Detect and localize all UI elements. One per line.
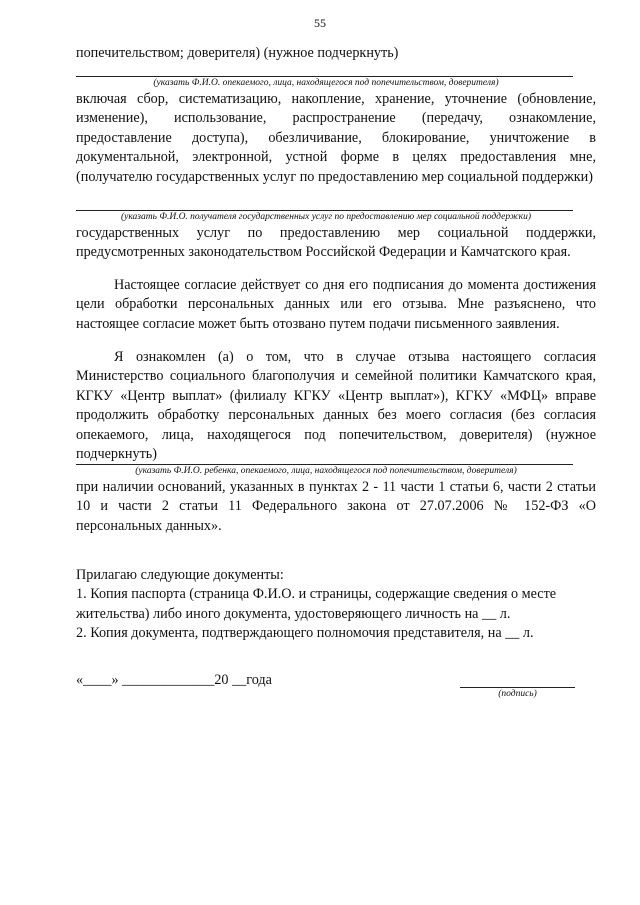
paragraph-services-text: государственных услуг по предоставлению мер социальной поддержки, предусмотренных законодательством Российской Федерации и Камчатского края. bbox=[76, 225, 596, 261]
date-line: «____» _____________20 __года bbox=[76, 672, 272, 688]
text-line-guardianship: попечительством; доверителя) (нужное подчеркнуть) bbox=[76, 45, 399, 61]
underline-3 bbox=[76, 464, 573, 465]
paragraph-consent-validity bbox=[76, 276, 596, 334]
attachments-section bbox=[76, 566, 596, 644]
attachments-title: Прилагаю следующие документы: bbox=[76, 567, 284, 583]
hint-child-name: (указать Ф.И.О. ребенка, опекаемого, лица, находящегося под попечительством, доверителя) bbox=[135, 466, 517, 476]
paragraph-revocation-text: Я ознакомлен (а) о том, что в случае отзыва настоящего согласия Министерство социального благополучия и семейной политики Камчатского края, КГКУ «Центр выплат» (филиалу КГКУ «Центр выплат»), КГКУ «МФЦ» вправе продолжить обработку персональных данных без моего согласия (без согласия опекаемого, лица, находящегося под попечительством, доверителя) (нужное подчеркнуть) bbox=[76, 349, 596, 463]
paragraph-processing-text: включая сбор, систематизацию, накопление, хранение, уточнение (обновление, изменение), использование, распространение (передачу, ознакомление, предоставление доступа), обезличивание, блокирование, уничтожение в документальной, электронной, устной форме в целях предоставления мне, (получателю государственных услуг по предоставлению мер социальной поддержки) bbox=[76, 91, 596, 185]
paragraph-services bbox=[76, 224, 596, 263]
paragraph-revocation bbox=[76, 348, 596, 464]
paragraph-processing bbox=[76, 90, 596, 187]
paragraph-legal-basis-text: при наличии оснований, указанных в пунктах 2 - 11 части 1 статьи 6, части 2 статьи 10 и части 2 статьи 11 Федерального закона от 27.07.2006 № 152-ФЗ «О персональных данных». bbox=[76, 479, 596, 534]
underline-1 bbox=[76, 76, 573, 77]
attachment-item-passport: 1. Копия паспорта (страница Ф.И.О. и страницы, содержащие сведения о месте жительства) либо иного документа, удостоверяющего личность на __ л. bbox=[76, 586, 557, 622]
paragraph-consent-validity-text: Настоящее согласие действует со дня его подписания до момента достижения цели обработки персональных данных или его отзыва. Мне разъяснено, что настоящее согласие может быть отозвано путем подачи письменного заявления. bbox=[76, 277, 596, 332]
underline-2 bbox=[76, 210, 573, 211]
signature-hint: (подпись) bbox=[498, 689, 537, 699]
hint-ward-name: (указать Ф.И.О. опекаемого, лица, находящегося под попечительством, доверителя) bbox=[153, 78, 499, 88]
page-number: 55 bbox=[314, 16, 326, 30]
signature-line bbox=[460, 687, 575, 688]
attachment-item-authority: 2. Копия документа, подтверждающего полномочия представителя, на __ л. bbox=[76, 625, 534, 642]
hint-recipient-name: (указать Ф.И.О. получателя государственных услуг по предоставлению мер социальной поддержки) bbox=[120, 212, 532, 222]
paragraph-legal-basis bbox=[76, 478, 596, 536]
